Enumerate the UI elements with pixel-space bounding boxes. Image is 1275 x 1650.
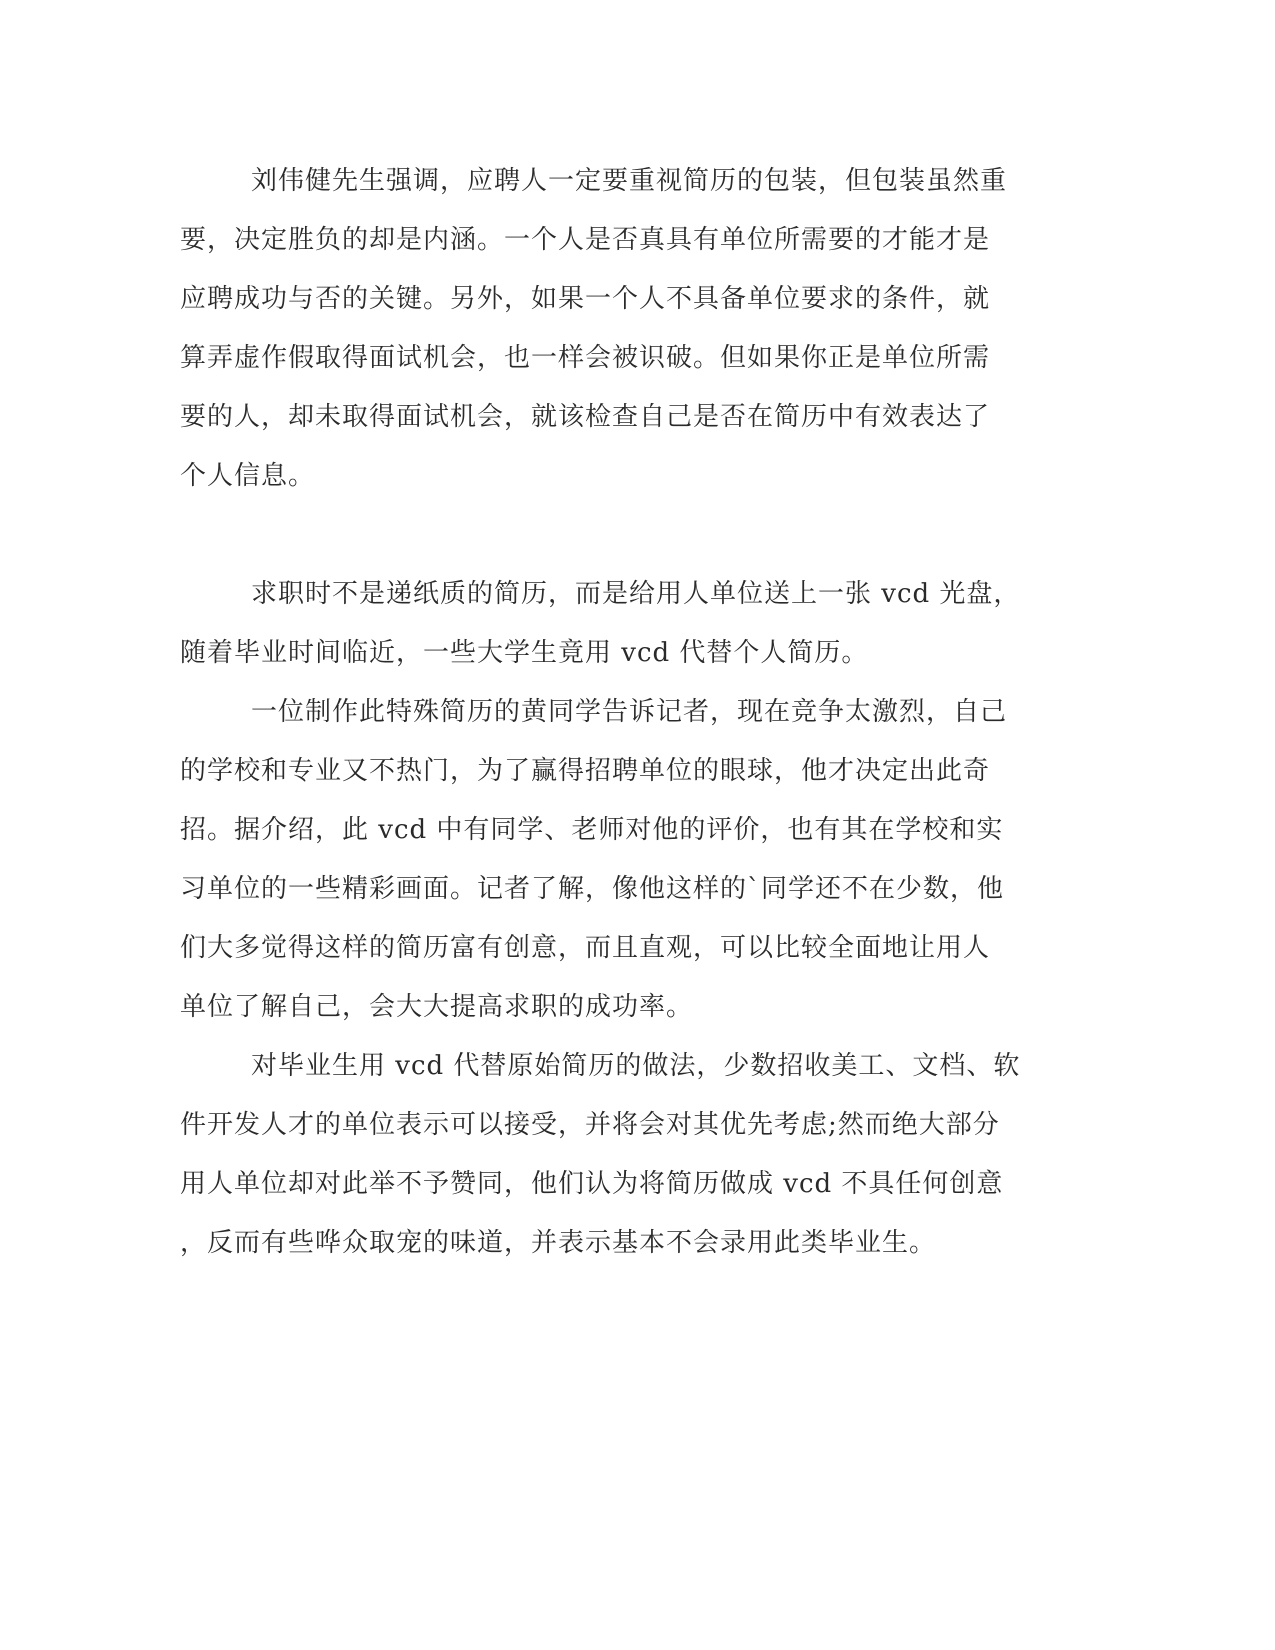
paragraph-line: 算弄虚作假取得面试机会，也一样会被识破。但如果你正是单位所需	[180, 343, 991, 373]
paragraph-line: 要，决定胜负的却是内涵。一个人是否真具有单位所需要的才能才是	[180, 225, 991, 255]
paragraph-line: 随着毕业时间临近，一些大学生竟用 vcd 代替个人简历。	[180, 638, 869, 668]
paragraph-line: 用人单位却对此举不予赞同，他们认为将简历做成 vcd 不具任何创意	[180, 1169, 1004, 1199]
paragraph-line: 习单位的一些精彩画面。记者了解，像他这样的`同学还不在少数，他	[180, 874, 1005, 904]
paragraph-line: 一位制作此特殊简历的黄同学告诉记者，现在竞争太激烈，自己	[251, 697, 1008, 727]
paragraph-1	[180, 152, 1040, 506]
paragraph-line: 应聘成功与否的关键。另外，如果一个人不具备单位要求的条件，就	[180, 284, 991, 314]
paragraph-4	[180, 1037, 1040, 1273]
paragraph-3	[180, 683, 1040, 1037]
paragraph-2	[180, 565, 1040, 683]
paragraph-line: 单位了解自己，会大大提高求职的成功率。	[180, 992, 694, 1022]
paragraph-line: 个人信息。	[180, 461, 316, 491]
paragraph-line: 求职时不是递纸质的简历，而是给用人单位送上一张 vcd 光盘，	[251, 579, 1021, 609]
paragraph-line: 刘伟健先生强调，应聘人一定要重视简历的包装，但包装虽然重	[251, 166, 1008, 196]
paragraph-gap	[180, 506, 1040, 565]
paragraph-line: 要的人，却未取得面试机会，就该检查自己是否在简历中有效表达了	[180, 402, 991, 432]
paragraph-line: 件开发人才的单位表示可以接受，并将会对其优先考虑;然而绝大部分	[180, 1110, 1000, 1140]
paragraph-line: 们大多觉得这样的简历富有创意，而且直观，可以比较全面地让用人	[180, 933, 991, 963]
document-body	[180, 152, 1040, 1273]
paragraph-line: 对毕业生用 vcd 代替原始简历的做法，少数招收美工、文档、软	[251, 1051, 1021, 1081]
paragraph-line: 招。据介绍，此 vcd 中有同学、老师对他的评价，也有其在学校和实	[180, 815, 1004, 845]
paragraph-line: ，反而有些哗众取宠的味道，并表示基本不会录用此类毕业生。	[180, 1228, 937, 1258]
paragraph-line: 的学校和专业又不热门，为了赢得招聘单位的眼球，他才决定出此奇	[180, 756, 991, 786]
